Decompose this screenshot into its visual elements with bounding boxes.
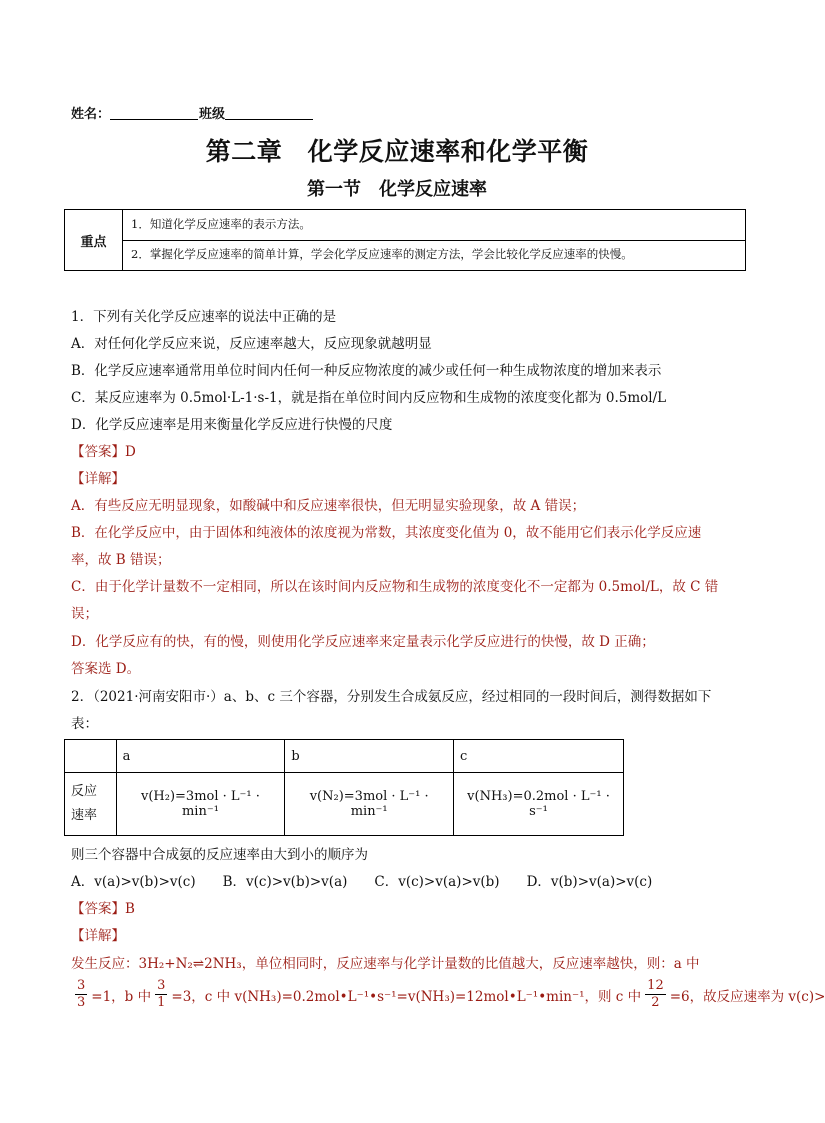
fraction-text: =6，故反应速率为 v(c)> xyxy=(669,988,825,1005)
table-header-row xyxy=(65,740,624,773)
q2-explanation-fraction-line xyxy=(71,978,825,1011)
q1-explanation-line: 误； xyxy=(71,606,98,622)
table-header-cell: b xyxy=(285,740,454,773)
fraction xyxy=(75,978,87,1011)
q1-stem: 1．下列有关化学反应速率的说法中正确的是 xyxy=(71,309,337,325)
section-title: 第一节 化学反应速率 xyxy=(307,179,487,200)
q1-explanation-line: 率，故 B 错误； xyxy=(71,552,171,568)
row-label-line: 反应 xyxy=(71,784,98,799)
fraction-numerator: 12 xyxy=(647,978,664,993)
q1-explanation-line: C．由于化学计量数不一定相同，所以在该时间内反应物和生成物的浓度变化不一定都为 0.5mol/L，故 C 错 xyxy=(71,579,719,595)
chapter-title: 第二章 化学反应速率和化学平衡 xyxy=(205,137,589,166)
q1-detail-label: 【详解】 xyxy=(71,471,125,487)
table-header-cell: c xyxy=(454,740,624,773)
q1-explanation-line: B．在化学反应中，由于固体和纯液体的浓度视为常数，其浓度变化值为 0，故不能用它们表示化学反应速 xyxy=(71,525,702,541)
table-cell: v(H₂)=3mol · L⁻¹ · min⁻¹ xyxy=(116,773,285,836)
name-label: 姓名： xyxy=(71,107,111,122)
q1-option-c: C．某反应速率为 0.5mol·L-1·s-1，就是指在单位时间内反应物和生成物的浓度变化都为 0.5mol/L xyxy=(71,390,667,406)
fraction-text: =3，c 中 v(NH₃)=0.2mol•L⁻¹•s⁻¹=v(NH₃)=12mol•L⁻¹•min⁻¹，则 c 中 xyxy=(171,988,642,1005)
q2-explanation-line: 发生反应：3H₂+N₂⇌2NH₃，单位相同时，反应速率与化学计量数的比值越大，反应速率越快，则：a 中 xyxy=(71,956,700,972)
fraction-denominator: 1 xyxy=(157,995,166,1010)
fraction-numerator: 3 xyxy=(157,978,166,993)
fraction xyxy=(155,978,167,1011)
name-blank[interactable] xyxy=(110,107,198,120)
key-points-divider xyxy=(122,240,745,241)
table-row xyxy=(65,773,624,836)
q1-answer: 【答案】D xyxy=(71,444,136,460)
key-points-box xyxy=(64,209,746,271)
q1-explanation-line: D．化学反应有的快，有的慢，则使用化学反应速率来定量表示化学反应进行的快慢，故 D 正确； xyxy=(71,634,655,650)
q1-explanation-line: A．有些反应无明显现象，如酸碱中和反应速率很快，但无明显实验现象，故 A 错误； xyxy=(71,498,586,514)
table-header-cell: a xyxy=(116,740,285,773)
q2-question: 则三个容器中合成氨的反应速率由大到小的顺序为 xyxy=(71,847,368,863)
name-class-line xyxy=(71,103,314,122)
q2-stem-line2: 表： xyxy=(71,716,98,732)
class-label: 班级 xyxy=(199,107,226,122)
class-blank[interactable] xyxy=(225,107,313,120)
fraction-denominator: 2 xyxy=(651,995,660,1010)
q1-option-d: D．化学反应速率是用来衡量化学反应进行快慢的尺度 xyxy=(71,417,393,433)
q1-option-b: B．化学反应速率通常用单位时间内任何一种反应物浓度的减少或任何一种生成物浓度的增加来表示 xyxy=(71,363,662,379)
table-header-cell xyxy=(65,740,117,773)
key-point-item: 2．掌握化学反应速率的简单计算，学会化学反应速率的测定方法，学会比较化学反应速率的快慢。 xyxy=(131,247,633,261)
q2-answer: 【答案】B xyxy=(71,901,135,917)
row-label-line: 速率 xyxy=(71,808,98,823)
q2-options: A．v(a)>v(b)>v(c) B．v(c)>v(b)>v(a) C．v(c)>v(a)>v(b) D．v(b)>v(a)>v(c) xyxy=(71,874,653,890)
fraction-numerator: 3 xyxy=(77,978,86,993)
fraction-text: =1，b 中 xyxy=(91,988,152,1005)
table-row-label xyxy=(65,773,117,836)
key-points-label: 重点 xyxy=(65,210,123,270)
q1-option-a: A．对任何化学反应来说，反应速率越大，反应现象就越明显 xyxy=(71,336,432,352)
table-cell: v(N₂)=3mol · L⁻¹ · min⁻¹ xyxy=(285,773,454,836)
table-cell: v(NH₃)=0.2mol · L⁻¹ · s⁻¹ xyxy=(454,773,624,836)
q2-rate-table xyxy=(64,739,624,836)
fraction xyxy=(645,978,666,1011)
fraction-denominator: 3 xyxy=(77,995,86,1010)
key-point-item: 1．知道化学反应速率的表示方法。 xyxy=(131,217,311,231)
q1-explanation-line: 答案选 D。 xyxy=(71,661,141,677)
q2-detail-label: 【详解】 xyxy=(71,928,125,944)
q2-stem-line1: 2．（2021·河南安阳市·）a、b、c 三个容器，分别发生合成氨反应，经过相同的一段时间后，测得数据如下 xyxy=(71,689,712,705)
